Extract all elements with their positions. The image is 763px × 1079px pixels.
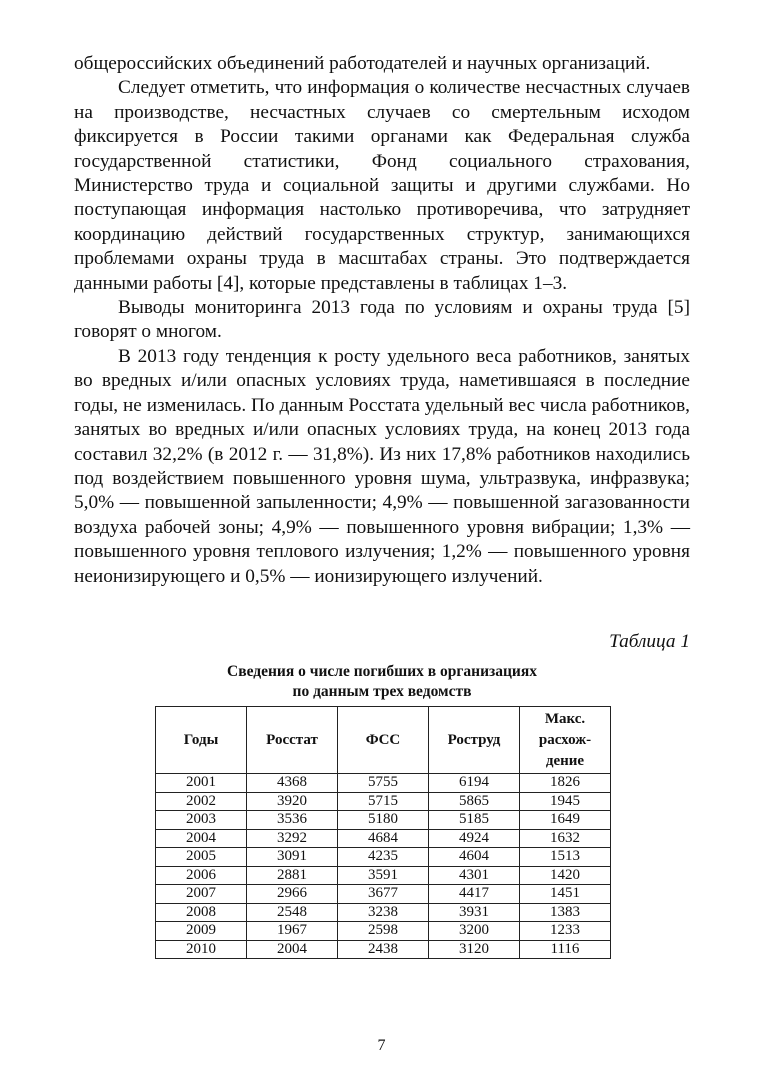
cell-year: 2002 [156,792,247,811]
header-max-line-2: расхож- [538,731,592,748]
cell-year: 2008 [156,903,247,922]
table-row [156,792,611,811]
cell-max-discrepancy: 1233 [520,922,611,941]
cell-fss: 3238 [338,903,429,922]
cell-rostrud: 3120 [429,940,520,959]
cell-year: 2005 [156,848,247,867]
cell-rosstat: 3536 [247,811,338,830]
table-header-row [156,707,611,774]
cell-year: 2003 [156,811,247,830]
cell-rosstat: 2966 [247,885,338,904]
table-row [156,903,611,922]
cell-rosstat: 2548 [247,903,338,922]
cell-fss: 3677 [338,885,429,904]
cell-rosstat: 1967 [247,922,338,941]
table-caption: Таблица 1 [609,631,690,652]
cell-max-discrepancy: 1451 [520,885,611,904]
cell-rostrud: 4417 [429,885,520,904]
paragraph-1: общероссийских объединений работодателей и научных организаций. [74,53,651,74]
cell-year: 2009 [156,922,247,941]
table-row [156,811,611,830]
cell-fss: 5755 [338,774,429,793]
cell-fss: 5715 [338,792,429,811]
cell-rosstat: 3091 [247,848,338,867]
cell-rostrud: 6194 [429,774,520,793]
cell-rosstat: 3920 [247,792,338,811]
table-body [156,774,611,959]
table-title-line-1: Сведения о числе погибших в организациях [227,663,537,680]
cell-max-discrepancy: 1649 [520,811,611,830]
cell-rostrud: 4301 [429,866,520,885]
cell-rostrud: 5185 [429,811,520,830]
header-max-line-1: Макс. [544,710,586,727]
cell-max-discrepancy: 1116 [520,940,611,959]
cell-fss: 2598 [338,922,429,941]
cell-max-discrepancy: 1632 [520,829,611,848]
cell-rosstat: 2004 [247,940,338,959]
cell-year: 2004 [156,829,247,848]
fatalities-table [155,706,611,959]
header-rosstat: Росстат [247,707,338,774]
cell-year: 2001 [156,774,247,793]
cell-rostrud: 4604 [429,848,520,867]
cell-year: 2007 [156,885,247,904]
paragraph-4: В 2013 году тенденция к росту удельного веса работников, занятых во вредных и/или опасных условиях труда, наметившаяся в последние годы, не изменилась. По данным Росстата удельный вес числа работников, занятых во вредных и/или опасных условиях труда, на конец 2013 года составил 32,2% (в 2012 г. — 31,8%). Из них 17,8% работников находились под воздействием повышенного уровня шума, ультразвука, инфразвука; 5,0% — повышенной запыленности; 4,9% — повышенной загазованности воздуха рабочей зоны; 4,9% — повышенного уровня вибрации; 1,3% — повышенного уровня теплового излучения; 1,2% — повышенного уровня неионизирующего и 0,5% — ионизирующего излучений. [74,345,690,587]
cell-max-discrepancy: 1383 [520,903,611,922]
table-row [156,922,611,941]
header-max-line-3: дение [545,752,585,769]
cell-rosstat: 4368 [247,774,338,793]
cell-rosstat: 3292 [247,829,338,848]
cell-max-discrepancy: 1826 [520,774,611,793]
cell-rostrud: 3931 [429,903,520,922]
cell-fss: 4235 [338,848,429,867]
cell-fss: 2438 [338,940,429,959]
table-row [156,829,611,848]
cell-max-discrepancy: 1945 [520,792,611,811]
cell-max-discrepancy: 1420 [520,866,611,885]
header-years: Годы [156,707,247,774]
cell-fss: 5180 [338,811,429,830]
cell-fss: 4684 [338,829,429,848]
cell-year: 2006 [156,866,247,885]
table-row [156,866,611,885]
page-number: 7 [377,1037,386,1054]
paragraph-3: Выводы мониторинга 2013 года по условиям и охраны труда [5] говорят о многом. [74,297,690,343]
header-max-discrepancy [520,707,611,774]
cell-rostrud: 5865 [429,792,520,811]
cell-rostrud: 4924 [429,829,520,848]
table-title-line-2: по данным трех ведомств [292,683,472,700]
table-row [156,885,611,904]
table-row [156,774,611,793]
table-row [156,848,611,867]
cell-rostrud: 3200 [429,922,520,941]
header-rostrud: Роструд [429,707,520,774]
cell-max-discrepancy: 1513 [520,848,611,867]
table-row [156,940,611,959]
header-fss: ФСС [338,707,429,774]
table-title [74,662,690,702]
cell-fss: 3591 [338,866,429,885]
paragraph-2: Следует отметить, что информация о количестве несчастных случаев на производстве, несчастных случаев со смертельным исходом фиксируется в России такими органами как Федеральная служба государственной статистики, Фонд социального страхования, Министерство труда и социальной защиты и другими службами. Но поступающая информация настолько противоречива, что затрудняет координацию действий государственных структур, занимающихся проблемами охраны труда в масштабах страны. Это подтверждается данными работы [4], которые представлены в таблицах 1–3. [74,77,690,294]
cell-rosstat: 2881 [247,866,338,885]
cell-year: 2010 [156,940,247,959]
body-text [74,52,690,589]
